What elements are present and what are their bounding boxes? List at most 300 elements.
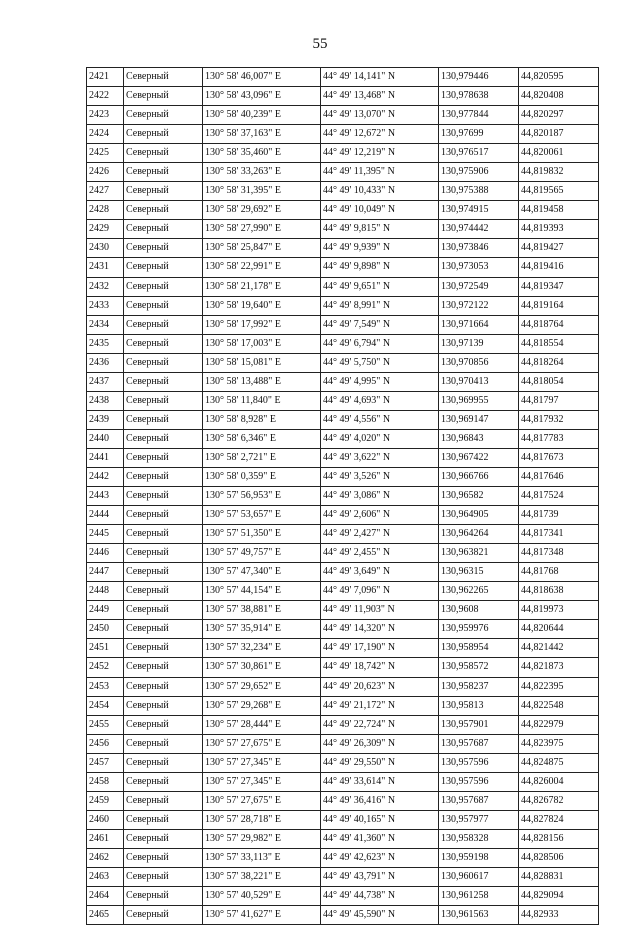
latitude-dms-cell: 44° 49' 3,649" N bbox=[321, 563, 439, 582]
latitude-dms-cell: 44° 49' 21,172" N bbox=[321, 696, 439, 715]
longitude-dms-cell: 130° 58' 35,460" E bbox=[203, 144, 321, 163]
latitude-decimal-cell: 44,819393 bbox=[519, 220, 599, 239]
point-number-cell: 2430 bbox=[87, 239, 124, 258]
longitude-dms-cell: 130° 57' 44,154" E bbox=[203, 582, 321, 601]
longitude-dms-cell: 130° 58' 8,928" E bbox=[203, 410, 321, 429]
table-row bbox=[87, 791, 599, 810]
site-name-cell: Северный bbox=[124, 163, 203, 182]
point-number-cell: 2465 bbox=[87, 906, 124, 925]
longitude-dms-cell: 130° 58' 40,239" E bbox=[203, 106, 321, 125]
latitude-dms-cell: 44° 49' 29,550" N bbox=[321, 753, 439, 772]
latitude-dms-cell: 44° 49' 9,898" N bbox=[321, 258, 439, 277]
table-row bbox=[87, 201, 599, 220]
longitude-decimal-cell: 130,978638 bbox=[439, 87, 519, 106]
point-number-cell: 2426 bbox=[87, 163, 124, 182]
latitude-dms-cell: 44° 49' 13,070" N bbox=[321, 106, 439, 125]
point-number-cell: 2453 bbox=[87, 677, 124, 696]
table-row bbox=[87, 887, 599, 906]
latitude-decimal-cell: 44,819416 bbox=[519, 258, 599, 277]
point-number-cell: 2446 bbox=[87, 544, 124, 563]
longitude-dms-cell: 130° 58' 19,640" E bbox=[203, 296, 321, 315]
latitude-decimal-cell: 44,820408 bbox=[519, 87, 599, 106]
longitude-dms-cell: 130° 57' 27,345" E bbox=[203, 753, 321, 772]
point-number-cell: 2455 bbox=[87, 715, 124, 734]
latitude-decimal-cell: 44,81739 bbox=[519, 506, 599, 525]
longitude-dms-cell: 130° 57' 32,234" E bbox=[203, 639, 321, 658]
latitude-decimal-cell: 44,817646 bbox=[519, 467, 599, 486]
latitude-dms-cell: 44° 49' 18,742" N bbox=[321, 658, 439, 677]
longitude-dms-cell: 130° 57' 56,953" E bbox=[203, 487, 321, 506]
longitude-dms-cell: 130° 57' 27,675" E bbox=[203, 791, 321, 810]
latitude-dms-cell: 44° 49' 12,672" N bbox=[321, 125, 439, 144]
latitude-dms-cell: 44° 49' 3,526" N bbox=[321, 467, 439, 486]
longitude-decimal-cell: 130,963821 bbox=[439, 544, 519, 563]
table-row bbox=[87, 239, 599, 258]
point-number-cell: 2443 bbox=[87, 487, 124, 506]
latitude-decimal-cell: 44,828156 bbox=[519, 829, 599, 848]
table-row bbox=[87, 544, 599, 563]
longitude-dms-cell: 130° 58' 31,395" E bbox=[203, 182, 321, 201]
site-name-cell: Северный bbox=[124, 391, 203, 410]
point-number-cell: 2425 bbox=[87, 144, 124, 163]
latitude-dms-cell: 44° 49' 44,738" N bbox=[321, 887, 439, 906]
latitude-decimal-cell: 44,818554 bbox=[519, 334, 599, 353]
latitude-decimal-cell: 44,817524 bbox=[519, 487, 599, 506]
point-number-cell: 2444 bbox=[87, 506, 124, 525]
site-name-cell: Северный bbox=[124, 258, 203, 277]
point-number-cell: 2462 bbox=[87, 848, 124, 867]
table-row bbox=[87, 601, 599, 620]
site-name-cell: Северный bbox=[124, 791, 203, 810]
site-name-cell: Северный bbox=[124, 429, 203, 448]
table-row bbox=[87, 753, 599, 772]
table-row bbox=[87, 658, 599, 677]
longitude-dms-cell: 130° 57' 29,652" E bbox=[203, 677, 321, 696]
latitude-decimal-cell: 44,819164 bbox=[519, 296, 599, 315]
latitude-dms-cell: 44° 49' 9,651" N bbox=[321, 277, 439, 296]
longitude-dms-cell: 130° 58' 11,840" E bbox=[203, 391, 321, 410]
site-name-cell: Северный bbox=[124, 544, 203, 563]
table-row bbox=[87, 410, 599, 429]
longitude-dms-cell: 130° 57' 38,881" E bbox=[203, 601, 321, 620]
site-name-cell: Северный bbox=[124, 639, 203, 658]
point-number-cell: 2447 bbox=[87, 563, 124, 582]
latitude-decimal-cell: 44,827824 bbox=[519, 810, 599, 829]
longitude-decimal-cell: 130,95813 bbox=[439, 696, 519, 715]
latitude-dms-cell: 44° 49' 26,309" N bbox=[321, 734, 439, 753]
point-number-cell: 2451 bbox=[87, 639, 124, 658]
latitude-dms-cell: 44° 49' 45,590" N bbox=[321, 906, 439, 925]
longitude-decimal-cell: 130,957687 bbox=[439, 791, 519, 810]
longitude-decimal-cell: 130,964905 bbox=[439, 506, 519, 525]
latitude-decimal-cell: 44,826782 bbox=[519, 791, 599, 810]
table-row bbox=[87, 810, 599, 829]
site-name-cell: Северный bbox=[124, 696, 203, 715]
latitude-decimal-cell: 44,81768 bbox=[519, 563, 599, 582]
site-name-cell: Северный bbox=[124, 277, 203, 296]
longitude-dms-cell: 130° 58' 37,163" E bbox=[203, 125, 321, 144]
latitude-dms-cell: 44° 49' 9,815" N bbox=[321, 220, 439, 239]
latitude-decimal-cell: 44,82933 bbox=[519, 906, 599, 925]
site-name-cell: Северный bbox=[124, 87, 203, 106]
point-number-cell: 2460 bbox=[87, 810, 124, 829]
point-number-cell: 2422 bbox=[87, 87, 124, 106]
longitude-decimal-cell: 130,957596 bbox=[439, 772, 519, 791]
latitude-dms-cell: 44° 49' 11,903" N bbox=[321, 601, 439, 620]
latitude-dms-cell: 44° 49' 8,991" N bbox=[321, 296, 439, 315]
site-name-cell: Северный bbox=[124, 125, 203, 144]
site-name-cell: Северный bbox=[124, 182, 203, 201]
site-name-cell: Северный bbox=[124, 239, 203, 258]
longitude-decimal-cell: 130,977844 bbox=[439, 106, 519, 125]
longitude-dms-cell: 130° 57' 35,914" E bbox=[203, 620, 321, 639]
coordinates-table-body bbox=[87, 68, 599, 925]
latitude-decimal-cell: 44,81797 bbox=[519, 391, 599, 410]
longitude-decimal-cell: 130,973053 bbox=[439, 258, 519, 277]
table-row bbox=[87, 87, 599, 106]
site-name-cell: Северный bbox=[124, 810, 203, 829]
latitude-decimal-cell: 44,818054 bbox=[519, 372, 599, 391]
longitude-dms-cell: 130° 57' 40,529" E bbox=[203, 887, 321, 906]
table-row bbox=[87, 372, 599, 391]
latitude-dms-cell: 44° 49' 3,622" N bbox=[321, 448, 439, 467]
table-row bbox=[87, 220, 599, 239]
point-number-cell: 2428 bbox=[87, 201, 124, 220]
longitude-decimal-cell: 130,971664 bbox=[439, 315, 519, 334]
latitude-decimal-cell: 44,822395 bbox=[519, 677, 599, 696]
longitude-dms-cell: 130° 58' 43,096" E bbox=[203, 87, 321, 106]
site-name-cell: Северный bbox=[124, 848, 203, 867]
longitude-decimal-cell: 130,96843 bbox=[439, 429, 519, 448]
point-number-cell: 2423 bbox=[87, 106, 124, 125]
longitude-dms-cell: 130° 57' 53,657" E bbox=[203, 506, 321, 525]
table-row bbox=[87, 715, 599, 734]
longitude-decimal-cell: 130,979446 bbox=[439, 68, 519, 87]
table-row bbox=[87, 772, 599, 791]
point-number-cell: 2424 bbox=[87, 125, 124, 144]
site-name-cell: Северный bbox=[124, 448, 203, 467]
latitude-dms-cell: 44° 49' 9,939" N bbox=[321, 239, 439, 258]
point-number-cell: 2449 bbox=[87, 601, 124, 620]
table-row bbox=[87, 867, 599, 886]
latitude-decimal-cell: 44,819458 bbox=[519, 201, 599, 220]
latitude-decimal-cell: 44,822979 bbox=[519, 715, 599, 734]
table-row bbox=[87, 448, 599, 467]
latitude-decimal-cell: 44,817341 bbox=[519, 525, 599, 544]
longitude-dms-cell: 130° 58' 21,178" E bbox=[203, 277, 321, 296]
longitude-decimal-cell: 130,958954 bbox=[439, 639, 519, 658]
site-name-cell: Северный bbox=[124, 658, 203, 677]
point-number-cell: 2434 bbox=[87, 315, 124, 334]
longitude-decimal-cell: 130,972122 bbox=[439, 296, 519, 315]
coordinates-table bbox=[86, 67, 599, 925]
table-row bbox=[87, 734, 599, 753]
point-number-cell: 2442 bbox=[87, 467, 124, 486]
latitude-dms-cell: 44° 49' 5,750" N bbox=[321, 353, 439, 372]
point-number-cell: 2421 bbox=[87, 68, 124, 87]
point-number-cell: 2457 bbox=[87, 753, 124, 772]
table-row bbox=[87, 563, 599, 582]
longitude-decimal-cell: 130,97699 bbox=[439, 125, 519, 144]
latitude-decimal-cell: 44,823975 bbox=[519, 734, 599, 753]
latitude-dms-cell: 44° 49' 4,556" N bbox=[321, 410, 439, 429]
longitude-decimal-cell: 130,958237 bbox=[439, 677, 519, 696]
latitude-dms-cell: 44° 49' 17,190" N bbox=[321, 639, 439, 658]
longitude-decimal-cell: 130,966766 bbox=[439, 467, 519, 486]
latitude-decimal-cell: 44,826004 bbox=[519, 772, 599, 791]
latitude-decimal-cell: 44,821442 bbox=[519, 639, 599, 658]
longitude-decimal-cell: 130,97139 bbox=[439, 334, 519, 353]
latitude-dms-cell: 44° 49' 2,427" N bbox=[321, 525, 439, 544]
longitude-decimal-cell: 130,972549 bbox=[439, 277, 519, 296]
latitude-decimal-cell: 44,829094 bbox=[519, 887, 599, 906]
site-name-cell: Северный bbox=[124, 506, 203, 525]
table-row bbox=[87, 391, 599, 410]
site-name-cell: Северный bbox=[124, 734, 203, 753]
latitude-dms-cell: 44° 49' 40,165" N bbox=[321, 810, 439, 829]
latitude-decimal-cell: 44,820644 bbox=[519, 620, 599, 639]
latitude-decimal-cell: 44,819565 bbox=[519, 182, 599, 201]
latitude-dms-cell: 44° 49' 42,623" N bbox=[321, 848, 439, 867]
longitude-decimal-cell: 130,957687 bbox=[439, 734, 519, 753]
latitude-dms-cell: 44° 49' 14,141" N bbox=[321, 68, 439, 87]
longitude-dms-cell: 130° 58' 29,692" E bbox=[203, 201, 321, 220]
longitude-dms-cell: 130° 57' 41,627" E bbox=[203, 906, 321, 925]
longitude-dms-cell: 130° 57' 28,718" E bbox=[203, 810, 321, 829]
table-row bbox=[87, 506, 599, 525]
latitude-dms-cell: 44° 49' 20,623" N bbox=[321, 677, 439, 696]
site-name-cell: Северный bbox=[124, 296, 203, 315]
point-number-cell: 2440 bbox=[87, 429, 124, 448]
latitude-dms-cell: 44° 49' 6,794" N bbox=[321, 334, 439, 353]
longitude-decimal-cell: 130,967422 bbox=[439, 448, 519, 467]
site-name-cell: Северный bbox=[124, 315, 203, 334]
latitude-dms-cell: 44° 49' 43,791" N bbox=[321, 867, 439, 886]
table-row bbox=[87, 429, 599, 448]
latitude-decimal-cell: 44,817932 bbox=[519, 410, 599, 429]
site-name-cell: Северный bbox=[124, 601, 203, 620]
point-number-cell: 2456 bbox=[87, 734, 124, 753]
point-number-cell: 2439 bbox=[87, 410, 124, 429]
longitude-decimal-cell: 130,973846 bbox=[439, 239, 519, 258]
longitude-dms-cell: 130° 57' 51,350" E bbox=[203, 525, 321, 544]
point-number-cell: 2448 bbox=[87, 582, 124, 601]
point-number-cell: 2438 bbox=[87, 391, 124, 410]
point-number-cell: 2464 bbox=[87, 887, 124, 906]
latitude-dms-cell: 44° 49' 11,395" N bbox=[321, 163, 439, 182]
latitude-dms-cell: 44° 49' 4,020" N bbox=[321, 429, 439, 448]
table-row bbox=[87, 277, 599, 296]
longitude-decimal-cell: 130,9608 bbox=[439, 601, 519, 620]
longitude-decimal-cell: 130,957977 bbox=[439, 810, 519, 829]
table-row bbox=[87, 144, 599, 163]
site-name-cell: Северный bbox=[124, 887, 203, 906]
latitude-decimal-cell: 44,824875 bbox=[519, 753, 599, 772]
latitude-decimal-cell: 44,821873 bbox=[519, 658, 599, 677]
longitude-decimal-cell: 130,964264 bbox=[439, 525, 519, 544]
longitude-dms-cell: 130° 58' 6,346" E bbox=[203, 429, 321, 448]
point-number-cell: 2435 bbox=[87, 334, 124, 353]
latitude-decimal-cell: 44,819832 bbox=[519, 163, 599, 182]
table-row bbox=[87, 334, 599, 353]
latitude-dms-cell: 44° 49' 7,549" N bbox=[321, 315, 439, 334]
longitude-dms-cell: 130° 58' 15,081" E bbox=[203, 353, 321, 372]
point-number-cell: 2427 bbox=[87, 182, 124, 201]
longitude-decimal-cell: 130,959976 bbox=[439, 620, 519, 639]
point-number-cell: 2461 bbox=[87, 829, 124, 848]
table-row bbox=[87, 906, 599, 925]
table-row bbox=[87, 182, 599, 201]
point-number-cell: 2454 bbox=[87, 696, 124, 715]
point-number-cell: 2431 bbox=[87, 258, 124, 277]
longitude-decimal-cell: 130,969147 bbox=[439, 410, 519, 429]
latitude-decimal-cell: 44,820595 bbox=[519, 68, 599, 87]
table-row bbox=[87, 639, 599, 658]
table-row bbox=[87, 106, 599, 125]
longitude-dms-cell: 130° 57' 27,345" E bbox=[203, 772, 321, 791]
table-row bbox=[87, 525, 599, 544]
longitude-dms-cell: 130° 58' 46,007" E bbox=[203, 68, 321, 87]
longitude-decimal-cell: 130,975906 bbox=[439, 163, 519, 182]
site-name-cell: Северный bbox=[124, 753, 203, 772]
longitude-decimal-cell: 130,961258 bbox=[439, 887, 519, 906]
latitude-dms-cell: 44° 49' 33,614" N bbox=[321, 772, 439, 791]
longitude-decimal-cell: 130,958572 bbox=[439, 658, 519, 677]
table-row bbox=[87, 620, 599, 639]
table-row bbox=[87, 696, 599, 715]
latitude-decimal-cell: 44,819973 bbox=[519, 601, 599, 620]
table-row bbox=[87, 487, 599, 506]
table-row bbox=[87, 677, 599, 696]
longitude-dms-cell: 130° 58' 0,359" E bbox=[203, 467, 321, 486]
latitude-dms-cell: 44° 49' 10,433" N bbox=[321, 182, 439, 201]
longitude-decimal-cell: 130,96315 bbox=[439, 563, 519, 582]
table-row bbox=[87, 848, 599, 867]
longitude-decimal-cell: 130,96582 bbox=[439, 487, 519, 506]
longitude-dms-cell: 130° 57' 38,221" E bbox=[203, 867, 321, 886]
longitude-dms-cell: 130° 57' 30,861" E bbox=[203, 658, 321, 677]
site-name-cell: Северный bbox=[124, 620, 203, 639]
longitude-dms-cell: 130° 57' 29,268" E bbox=[203, 696, 321, 715]
longitude-decimal-cell: 130,957901 bbox=[439, 715, 519, 734]
table-row bbox=[87, 125, 599, 144]
latitude-decimal-cell: 44,819427 bbox=[519, 239, 599, 258]
latitude-decimal-cell: 44,817673 bbox=[519, 448, 599, 467]
table-row bbox=[87, 258, 599, 277]
latitude-dms-cell: 44° 49' 36,416" N bbox=[321, 791, 439, 810]
site-name-cell: Северный bbox=[124, 906, 203, 925]
latitude-decimal-cell: 44,820297 bbox=[519, 106, 599, 125]
latitude-dms-cell: 44° 49' 14,320" N bbox=[321, 620, 439, 639]
longitude-dms-cell: 130° 58' 2,721" E bbox=[203, 448, 321, 467]
site-name-cell: Северный bbox=[124, 525, 203, 544]
longitude-dms-cell: 130° 58' 22,991" E bbox=[203, 258, 321, 277]
point-number-cell: 2437 bbox=[87, 372, 124, 391]
table-row bbox=[87, 582, 599, 601]
longitude-dms-cell: 130° 57' 49,757" E bbox=[203, 544, 321, 563]
latitude-decimal-cell: 44,818638 bbox=[519, 582, 599, 601]
point-number-cell: 2458 bbox=[87, 772, 124, 791]
longitude-decimal-cell: 130,970413 bbox=[439, 372, 519, 391]
site-name-cell: Северный bbox=[124, 829, 203, 848]
latitude-dms-cell: 44° 49' 3,086" N bbox=[321, 487, 439, 506]
site-name-cell: Северный bbox=[124, 582, 203, 601]
site-name-cell: Северный bbox=[124, 410, 203, 429]
longitude-decimal-cell: 130,957596 bbox=[439, 753, 519, 772]
longitude-decimal-cell: 130,962265 bbox=[439, 582, 519, 601]
latitude-decimal-cell: 44,828831 bbox=[519, 867, 599, 886]
latitude-decimal-cell: 44,817348 bbox=[519, 544, 599, 563]
site-name-cell: Северный bbox=[124, 715, 203, 734]
latitude-decimal-cell: 44,822548 bbox=[519, 696, 599, 715]
site-name-cell: Северный bbox=[124, 353, 203, 372]
longitude-dms-cell: 130° 57' 47,340" E bbox=[203, 563, 321, 582]
site-name-cell: Северный bbox=[124, 334, 203, 353]
point-number-cell: 2436 bbox=[87, 353, 124, 372]
latitude-decimal-cell: 44,820061 bbox=[519, 144, 599, 163]
longitude-decimal-cell: 130,959198 bbox=[439, 848, 519, 867]
longitude-dms-cell: 130° 58' 33,263" E bbox=[203, 163, 321, 182]
page-number: 55 bbox=[312, 36, 328, 52]
longitude-dms-cell: 130° 57' 28,444" E bbox=[203, 715, 321, 734]
site-name-cell: Северный bbox=[124, 201, 203, 220]
latitude-dms-cell: 44° 49' 22,724" N bbox=[321, 715, 439, 734]
latitude-dms-cell: 44° 49' 12,219" N bbox=[321, 144, 439, 163]
latitude-dms-cell: 44° 49' 2,455" N bbox=[321, 544, 439, 563]
longitude-decimal-cell: 130,970856 bbox=[439, 353, 519, 372]
site-name-cell: Северный bbox=[124, 487, 203, 506]
longitude-dms-cell: 130° 57' 29,982" E bbox=[203, 829, 321, 848]
longitude-dms-cell: 130° 58' 13,488" E bbox=[203, 372, 321, 391]
longitude-decimal-cell: 130,960617 bbox=[439, 867, 519, 886]
latitude-dms-cell: 44° 49' 4,693" N bbox=[321, 391, 439, 410]
latitude-decimal-cell: 44,820187 bbox=[519, 125, 599, 144]
table-row bbox=[87, 353, 599, 372]
site-name-cell: Северный bbox=[124, 220, 203, 239]
latitude-dms-cell: 44° 49' 10,049" N bbox=[321, 201, 439, 220]
longitude-decimal-cell: 130,974442 bbox=[439, 220, 519, 239]
table-row bbox=[87, 296, 599, 315]
latitude-decimal-cell: 44,818264 bbox=[519, 353, 599, 372]
latitude-decimal-cell: 44,828506 bbox=[519, 848, 599, 867]
longitude-dms-cell: 130° 58' 25,847" E bbox=[203, 239, 321, 258]
table-row bbox=[87, 68, 599, 87]
longitude-decimal-cell: 130,976517 bbox=[439, 144, 519, 163]
point-number-cell: 2441 bbox=[87, 448, 124, 467]
latitude-dms-cell: 44° 49' 7,096" N bbox=[321, 582, 439, 601]
table-row bbox=[87, 829, 599, 848]
site-name-cell: Северный bbox=[124, 677, 203, 696]
site-name-cell: Северный bbox=[124, 563, 203, 582]
site-name-cell: Северный bbox=[124, 867, 203, 886]
longitude-decimal-cell: 130,975388 bbox=[439, 182, 519, 201]
site-name-cell: Северный bbox=[124, 467, 203, 486]
point-number-cell: 2432 bbox=[87, 277, 124, 296]
longitude-dms-cell: 130° 57' 27,675" E bbox=[203, 734, 321, 753]
latitude-dms-cell: 44° 49' 13,468" N bbox=[321, 87, 439, 106]
longitude-decimal-cell: 130,974915 bbox=[439, 201, 519, 220]
site-name-cell: Северный bbox=[124, 372, 203, 391]
site-name-cell: Северный bbox=[124, 144, 203, 163]
longitude-dms-cell: 130° 58' 27,990" E bbox=[203, 220, 321, 239]
longitude-dms-cell: 130° 58' 17,003" E bbox=[203, 334, 321, 353]
latitude-decimal-cell: 44,817783 bbox=[519, 429, 599, 448]
longitude-dms-cell: 130° 58' 17,992" E bbox=[203, 315, 321, 334]
table-row bbox=[87, 315, 599, 334]
point-number-cell: 2459 bbox=[87, 791, 124, 810]
site-name-cell: Северный bbox=[124, 772, 203, 791]
point-number-cell: 2463 bbox=[87, 867, 124, 886]
